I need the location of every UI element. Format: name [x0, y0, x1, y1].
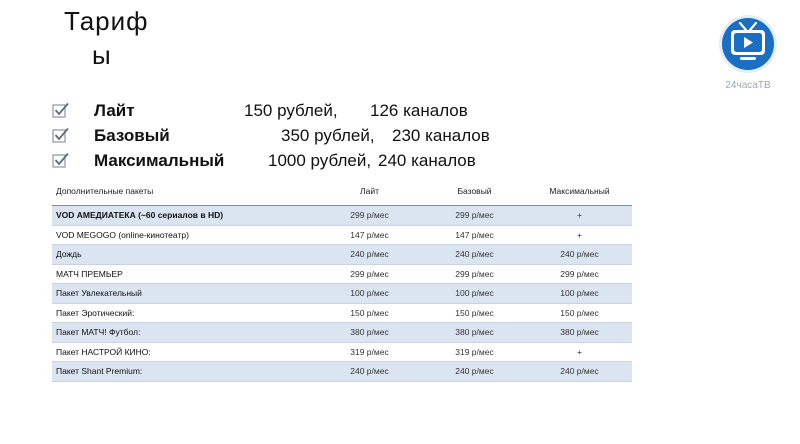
tariff-price: 150 рублей, — [244, 101, 338, 120]
tariff-name: Базовый — [94, 126, 170, 145]
table-row — [52, 264, 632, 284]
column-header: Лайт — [317, 177, 422, 206]
table-row — [52, 342, 632, 362]
table-cell: 100 р/мес — [527, 284, 632, 304]
table-cell: 299 р/мес — [317, 206, 422, 226]
table-cell: 380 р/мес — [317, 323, 422, 343]
tariff-name: Лайт — [94, 101, 135, 120]
package-name: Дождь — [52, 245, 317, 265]
package-name: VOD АМЕДИАТЕКА (~60 сериалов в HD) — [52, 206, 317, 226]
logo-caption: 24часаТВ — [725, 80, 771, 91]
table-header-row — [52, 177, 632, 206]
tariff-price: 350 рублей, — [281, 126, 375, 145]
package-name: Пакет Shant Premium: — [52, 362, 317, 382]
table-cell: 380 р/мес — [422, 323, 527, 343]
tariff-channels: 240 каналов — [378, 151, 476, 170]
package-name: МАТЧ ПРЕМЬЕР — [52, 264, 317, 284]
table-row — [52, 206, 632, 226]
table-cell: 240 р/мес — [317, 245, 422, 265]
table-cell: 150 р/мес — [317, 303, 422, 323]
packages-table — [52, 177, 632, 382]
table-cell: 319 р/мес — [422, 342, 527, 362]
column-header: Максимальный — [527, 177, 632, 206]
table-row — [52, 323, 632, 343]
package-name: VOD MEGOGO (online-кинотеатр) — [52, 225, 317, 245]
tariff-channels: 230 каналов — [392, 126, 490, 145]
tariff-name: Максимальный — [94, 151, 225, 170]
table-cell: + — [527, 342, 632, 362]
page-title-line-1: Тариф — [64, 6, 149, 36]
table-row — [52, 303, 632, 323]
table-cell: 299 р/мес — [527, 264, 632, 284]
table-row — [52, 225, 632, 245]
table-row — [52, 284, 632, 304]
tariff-price: 1000 рублей, — [268, 151, 372, 170]
table-cell: 319 р/мес — [317, 342, 422, 362]
table-row — [52, 362, 632, 382]
checkbox-checked-icon — [52, 102, 70, 118]
table-cell: 240 р/мес — [422, 245, 527, 265]
package-name: Пакет Увлекательный — [52, 284, 317, 304]
table-cell: + — [527, 206, 632, 226]
table-cell: 147 р/мес — [317, 225, 422, 245]
tariff-channels: 126 каналов — [370, 101, 468, 120]
package-name: Пакет Эротический: — [52, 303, 317, 323]
table-cell: 240 р/мес — [527, 362, 632, 382]
column-header: Дополнительные пакеты — [52, 177, 317, 206]
table-cell: 299 р/мес — [422, 206, 527, 226]
package-name: Пакет МАТЧ! Футбол: — [52, 323, 317, 343]
table-cell: 240 р/мес — [317, 362, 422, 382]
table-cell: 147 р/мес — [422, 225, 527, 245]
page-title-line-2: ы — [92, 40, 112, 70]
table-cell: 100 р/мес — [422, 284, 527, 304]
checkbox-checked-icon — [52, 152, 70, 168]
tv-logo-icon — [718, 14, 778, 74]
table-row — [52, 245, 632, 265]
table-cell: 240 р/мес — [422, 362, 527, 382]
table-cell: + — [527, 225, 632, 245]
checkbox-checked-icon — [52, 127, 70, 143]
package-name: Пакет НАСТРОЙ КИНО: — [52, 342, 317, 362]
table-cell: 380 р/мес — [527, 323, 632, 343]
table-cell: 100 р/мес — [317, 284, 422, 304]
table-cell: 150 р/мес — [527, 303, 632, 323]
column-header: Базовый — [422, 177, 527, 206]
page-title — [64, 4, 164, 72]
table-cell: 299 р/мес — [317, 264, 422, 284]
table-cell: 299 р/мес — [422, 264, 527, 284]
table-cell: 150 р/мес — [422, 303, 527, 323]
table-cell: 240 р/мес — [527, 245, 632, 265]
